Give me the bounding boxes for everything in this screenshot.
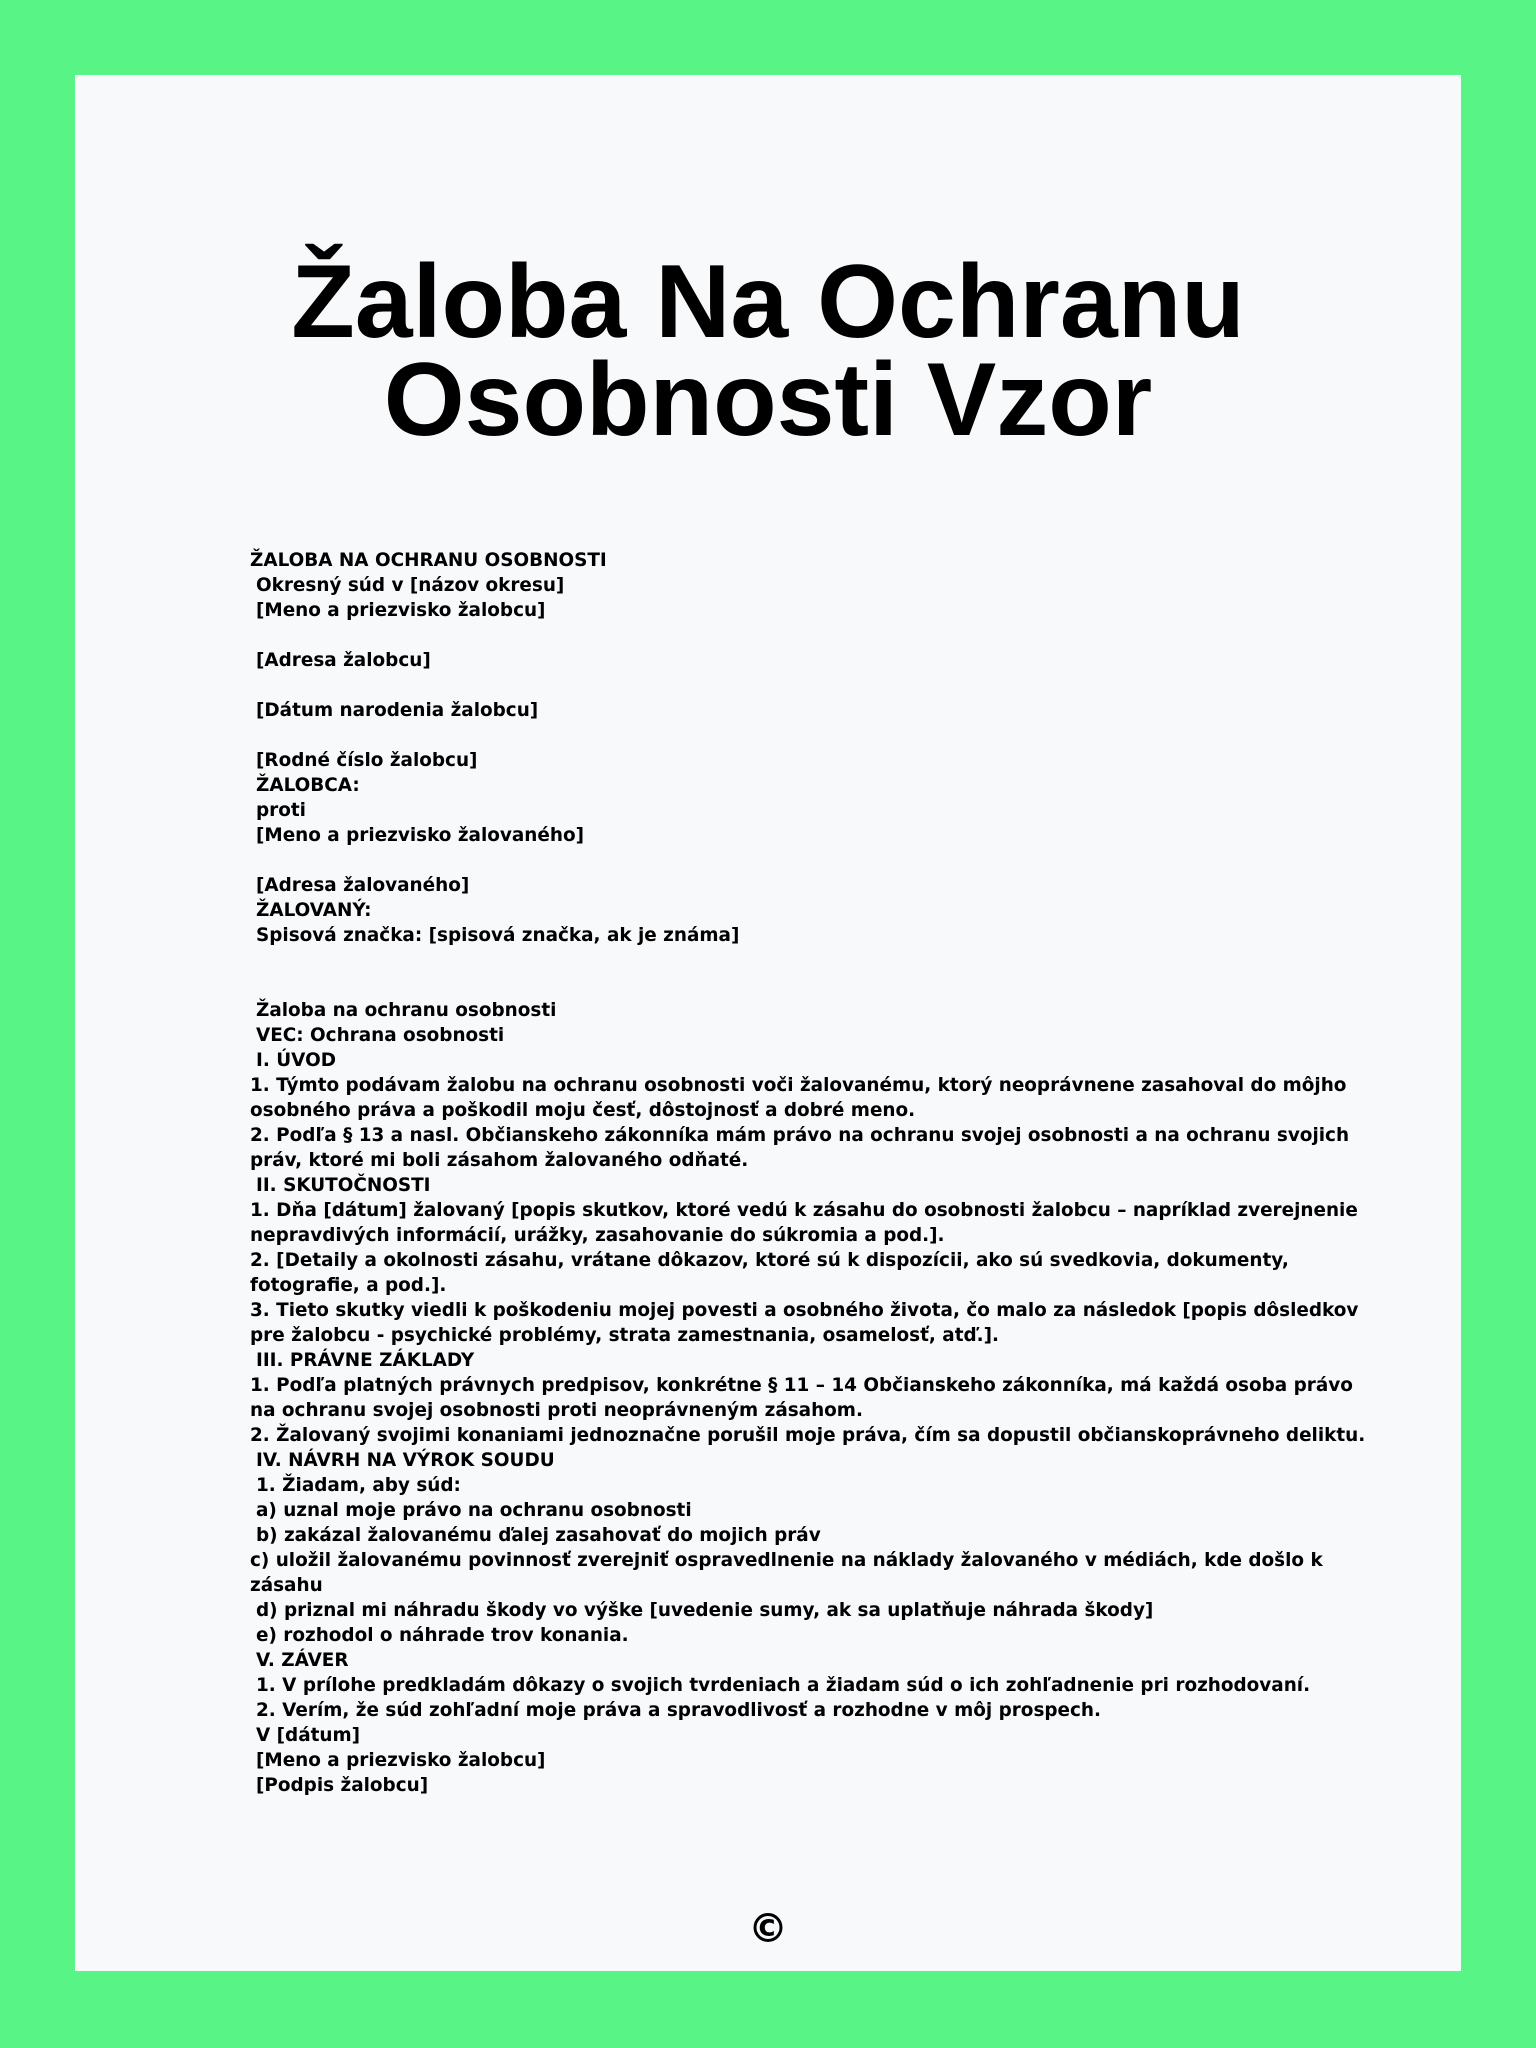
- body-line: [Meno a priezvisko žalobcu]: [256, 600, 546, 621]
- body-line: [Rodné číslo žalobcu]: [256, 750, 478, 771]
- body-line: [Meno a priezvisko žalobcu]: [256, 1750, 546, 1771]
- body-line: 1. Žiadam, aby súd:: [256, 1475, 461, 1496]
- page-title: [75, 244, 1461, 458]
- body-line: ŽALOVANÝ:: [256, 900, 372, 921]
- blank-line: [250, 848, 1370, 873]
- body-line: 2. [Detaily a okolnosti zásahu, vrátane dôkazov, ktoré sú k dispozícii, ako sú svedkovia, dokumenty,: [250, 1250, 1289, 1271]
- blank-line: [250, 973, 1370, 998]
- title-line-2: Osobnosti Vzor: [383, 342, 1153, 458]
- body-line: 3. Tieto skutky viedli k poškodeniu mojej povesti a osobného života, čo malo za následok [popis dôsledkov: [250, 1300, 1359, 1321]
- body-line: zásahu: [250, 1575, 323, 1596]
- body-line: osobného práva a poškodil moju česť, dôstojnosť a dobré meno.: [250, 1100, 916, 1121]
- blank-line: [250, 948, 1370, 973]
- body-line: práv, ktoré mi boli zásahom žalovaného odňaté.: [250, 1150, 749, 1171]
- body-line: e) rozhodol o náhrade trov konania.: [256, 1625, 629, 1646]
- copyright-symbol: ©: [748, 1906, 788, 1952]
- body-line: b) zakázal žalovanému ďalej zasahovať do mojich práv: [256, 1525, 821, 1546]
- body-line: 2. Žalovaný svojimi konaniami jednoznačne porušil moje práva, čím sa dopustil občianskoprávneho deliktu.: [250, 1425, 1366, 1446]
- body-line: Spisová značka: [spisová značka, ak je známa]: [256, 925, 740, 946]
- body-line: proti: [256, 800, 306, 821]
- body-line: VEC: Ochrana osobnosti: [256, 1025, 505, 1046]
- body-line: 1. V prílohe predkladám dôkazy o svojich tvrdeniach a žiadam súd o ich zohľadnenie pri rozhodovaní.: [256, 1675, 1311, 1696]
- body-line: II. SKUTOČNOSTI: [256, 1175, 431, 1196]
- document-page: [75, 75, 1461, 1971]
- body-line: [Podpis žalobcu]: [256, 1775, 429, 1796]
- body-line: IV. NÁVRH NA VÝROK SOUDU: [256, 1450, 555, 1471]
- body-line: 1. Dňa [dátum] žalovaný [popis skutkov, ktoré vedú k zásahu do osobnosti žalobcu – napríklad zverejnenie: [250, 1200, 1358, 1221]
- body-line: ŽALOBCA:: [256, 775, 360, 796]
- body-line: [Adresa žalobcu]: [256, 650, 431, 671]
- body-line: 2. Podľa § 13 a nasl. Občianskeho zákonníka mám právo na ochranu svojej osobnosti a na ochranu svojich: [250, 1125, 1350, 1146]
- body-line: Okresný súd v [názov okresu]: [256, 575, 565, 596]
- body-line: fotografie, a pod.].: [250, 1275, 447, 1296]
- body-line: I. ÚVOD: [256, 1050, 336, 1071]
- document-body: [250, 548, 1370, 1798]
- body-line: c) uložil žalovanému povinnosť zverejniť ospravedlnenie na náklady žalovaného v médiách, kde došlo k: [250, 1550, 1323, 1571]
- body-line: d) priznal mi náhradu škody vo výške [uvedenie sumy, ak sa uplatňuje náhrada škody]: [256, 1600, 1154, 1621]
- body-line: [Dátum narodenia žalobcu]: [256, 700, 539, 721]
- body-line: 1. Týmto podávam žalobu na ochranu osobnosti voči žalovanému, ktorý neoprávnene zasahoval do môjho: [250, 1075, 1347, 1096]
- body-line: pre žalobcu - psychické problémy, strata zamestnania, osamelosť, atď.].: [250, 1325, 1000, 1346]
- blank-line: [250, 723, 1370, 748]
- body-line: na ochranu svojej osobnosti proti neoprávneným zásahom.: [250, 1400, 863, 1421]
- title-line-1: Žaloba Na Ochranu: [291, 244, 1245, 360]
- body-line: nepravdivých informácií, urážky, zasahovanie do súkromia a pod.].: [250, 1225, 945, 1246]
- body-line: [Meno a priezvisko žalovaného]: [256, 825, 584, 846]
- blank-line: [250, 673, 1370, 698]
- body-line: III. PRÁVNE ZÁKLADY: [256, 1350, 475, 1371]
- body-line: Žaloba na ochranu osobnosti: [256, 1000, 557, 1021]
- body-line: 1. Podľa platných právnych predpisov, konkrétne § 11 – 14 Občianskeho zákonníka, má každá osoba právo: [250, 1375, 1353, 1396]
- body-line: ŽALOBA NA OCHRANU OSOBNOSTI: [250, 550, 607, 571]
- body-line: a) uznal moje právo na ochranu osobnosti: [256, 1500, 692, 1521]
- body-line: 2. Verím, že súd zohľadní moje práva a spravodlivosť a rozhodne v môj prospech.: [256, 1700, 1102, 1721]
- blank-line: [250, 623, 1370, 648]
- body-line: [Adresa žalovaného]: [256, 875, 470, 896]
- body-line: V [dátum]: [256, 1725, 361, 1746]
- body-line: V. ZÁVER: [256, 1650, 349, 1671]
